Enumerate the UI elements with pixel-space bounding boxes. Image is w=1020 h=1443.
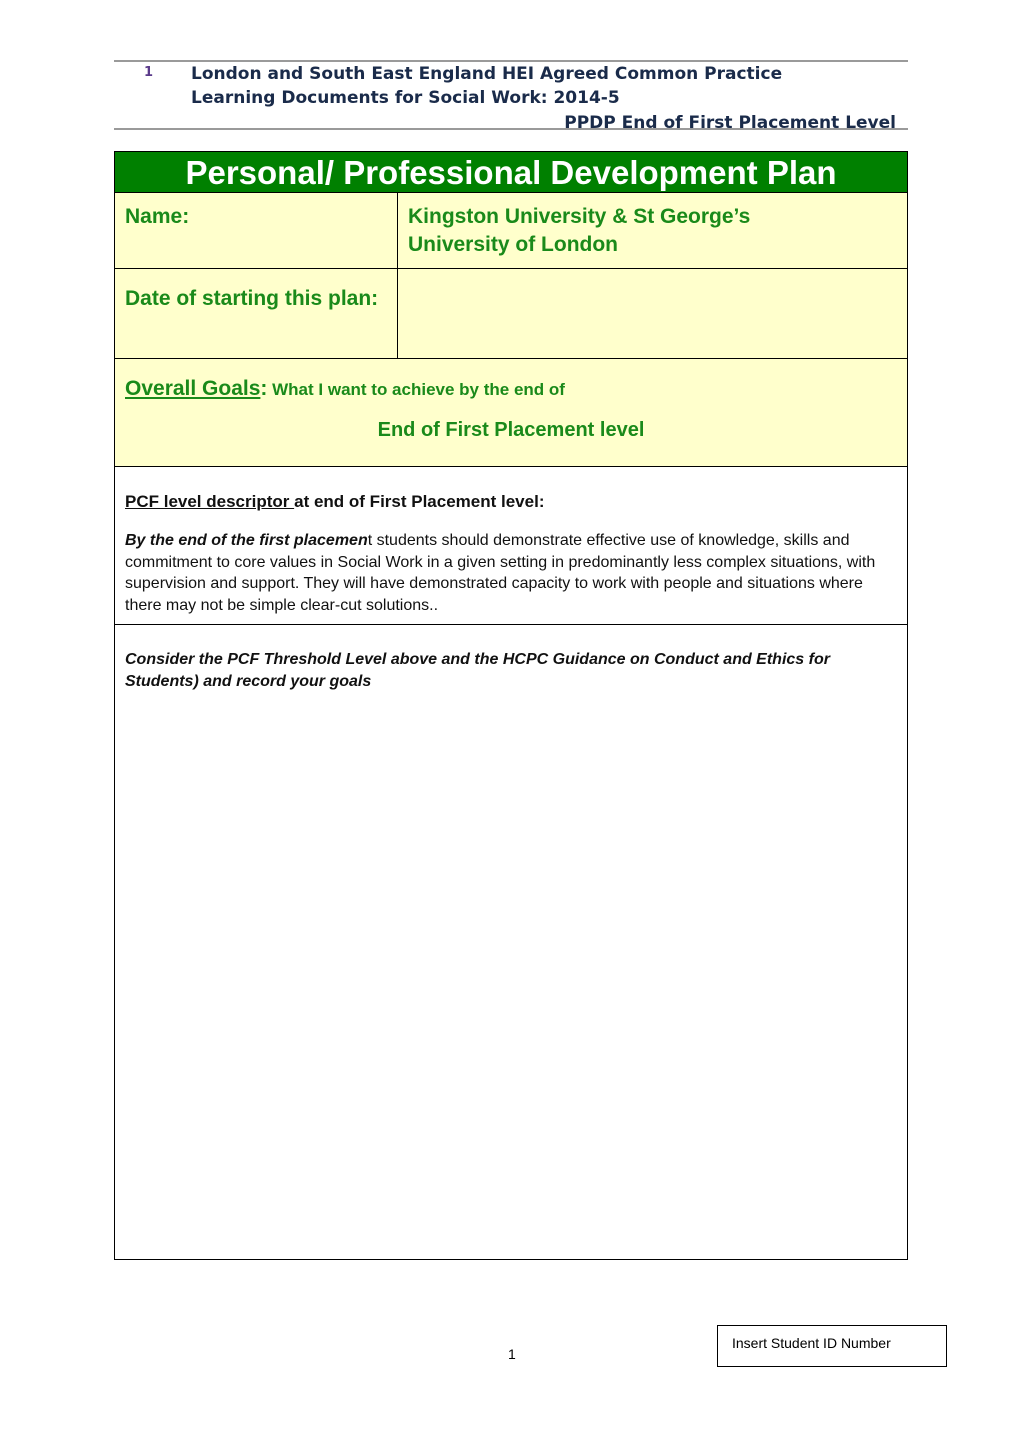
- header-title-line1: London and South East England HEI Agreed Common Practice: [191, 64, 783, 84]
- overall-goals-description: What I want to achieve by the end of: [267, 380, 565, 399]
- date-value-field[interactable]: [398, 269, 907, 359]
- overall-goals-section: [115, 359, 907, 467]
- goals-entry-area[interactable]: [115, 625, 907, 1257]
- goals-instructions: Consider the PCF Threshold Level above and the HCPC Guidance on Conduct and Ethics for Students) and record your goals: [125, 651, 830, 690]
- pcf-descriptor-body-text: t students should demonstrate effective use of knowledge, skills and commitment to core values in Social Work in a given setting in predominantly less complex situations, with supervision and support. They will have demonstrated capacity to work with people and situations where there may not be simple clear-cut solutions..: [125, 532, 876, 614]
- name-label: Name:: [125, 205, 190, 228]
- form-title: Personal/ Professional Development Plan: [115, 152, 907, 193]
- pcf-descriptor-body-emphasis: By the end of the first placemen: [125, 532, 368, 549]
- pcf-descriptor-heading: [125, 491, 897, 512]
- overall-goals-level: End of First Placement level: [377, 419, 645, 441]
- header-footnote-number: 1: [144, 65, 154, 80]
- header-title-line2: Learning Documents for Social Work: 2014-5: [191, 88, 620, 108]
- pcf-descriptor-section: [115, 467, 907, 625]
- pcf-descriptor-heading-rest: at end of First Placement level:: [294, 492, 545, 511]
- page-number: 1: [508, 1346, 516, 1362]
- pcf-descriptor-body: [125, 530, 897, 616]
- overall-goals-label: Overall Goals: [125, 377, 261, 400]
- date-label: Date of starting this plan:: [125, 287, 379, 310]
- name-value-cell[interactable]: [398, 193, 907, 269]
- overall-goals-colon: :: [260, 377, 268, 400]
- date-label-cell: [115, 269, 398, 359]
- student-id-field[interactable]: Insert Student ID Number: [717, 1325, 947, 1367]
- header-rule-bottom: [114, 128, 908, 130]
- overall-goals-heading: [125, 377, 897, 401]
- pcf-descriptor-heading-underlined: PCF level descriptor: [125, 492, 295, 511]
- name-value-line1: Kingston University & St George’s: [408, 205, 751, 228]
- header-title-line3: PPDP End of First Placement Level: [564, 113, 896, 128]
- name-label-cell: [115, 193, 398, 269]
- header-rule-top: [114, 60, 908, 62]
- ppdp-form: [114, 151, 908, 1260]
- name-value-line2: University of London: [408, 233, 618, 256]
